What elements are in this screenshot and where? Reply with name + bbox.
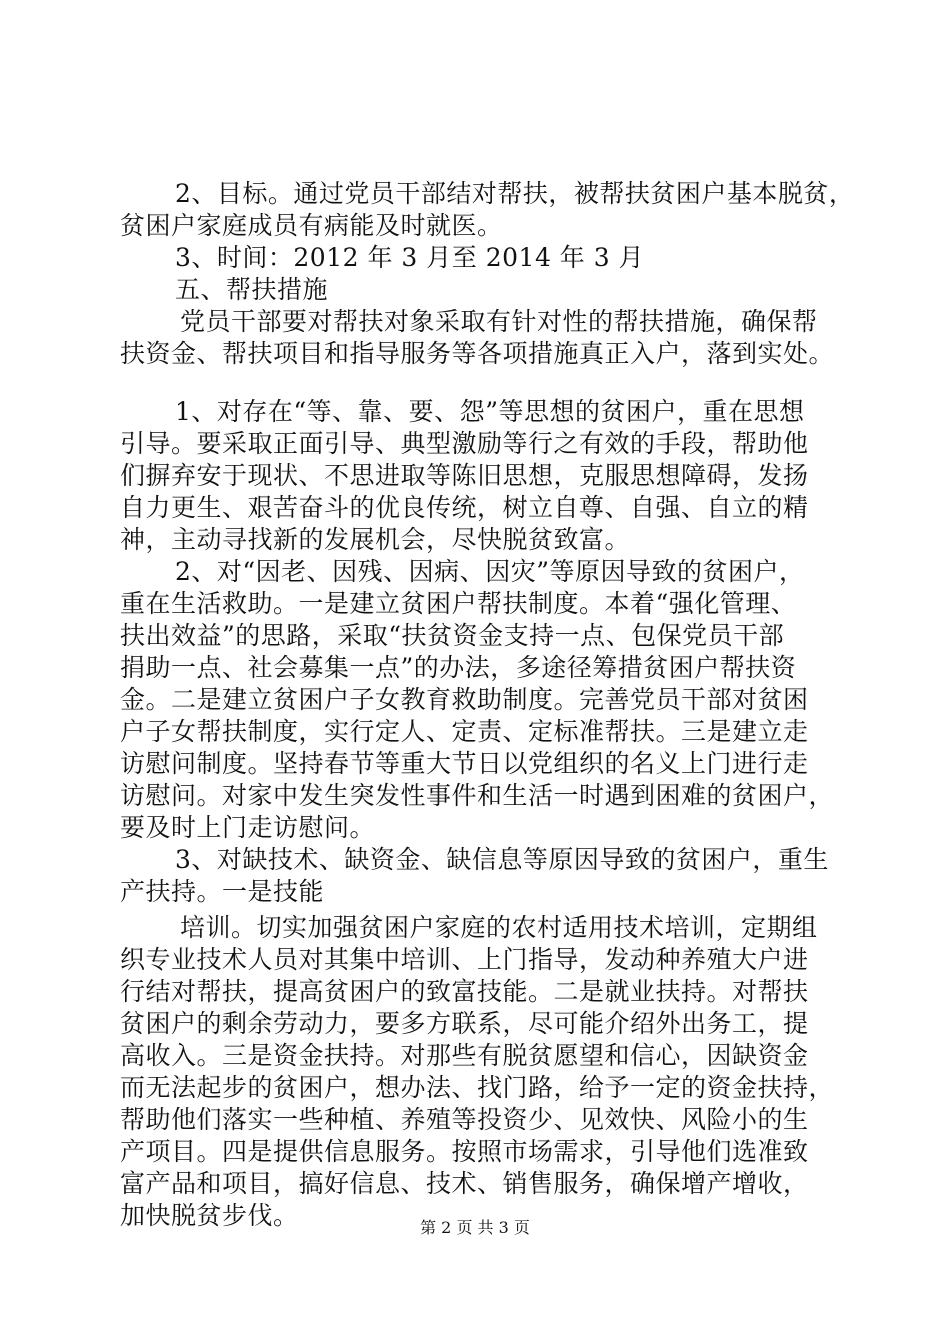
- text-line: 捐助一点、社会募集一点”的办法，多途径筹措贫困户帮扶资: [120, 653, 797, 682]
- text-line: 访慰问。对家中发生突发性事件和生活一时遇到困难的贫困户，: [120, 781, 835, 810]
- text-line: 产项目。四是提供信息服务。按照市场需求，引导他们选准致: [120, 1137, 809, 1166]
- text-line: 金。二是建立贫困户子女教育救助制度。完善党员干部对贫困: [120, 685, 809, 714]
- page-number-footer: 第 2 页 共 3 页: [420, 1218, 530, 1237]
- text-line: 贫困户家庭成员有病能及时就医。: [120, 211, 503, 240]
- text-line: 党员干部要对帮扶对象采取有针对性的帮扶措施，确保帮: [180, 307, 818, 336]
- text-line: 3、对缺技术、缺资金、缺信息等原因导致的贫困户，重生: [175, 845, 829, 874]
- text-line: 3、时间：2012 年 3 月至 2014 年 3 月: [175, 243, 645, 272]
- text-line: 而无法起步的贫困户，想办法、找门路，给予一定的资金扶持，: [120, 1073, 835, 1102]
- text-line: 自力更生、艰苦奋斗的优良传统，树立自尊、自强、自立的精: [120, 493, 809, 522]
- text-line: 产扶持。一是技能: [120, 877, 325, 906]
- text-line: 户子女帮扶制度，实行定人、定责、定标准帮扶。三是建立走: [120, 717, 809, 746]
- text-line: 要及时上门走访慰问。: [120, 813, 376, 842]
- text-line: 神，主动寻找新的发展机会，尽快脱贫致富。: [120, 525, 631, 554]
- text-line: 高收入。三是资金扶持。对那些有脱贫愿望和信心，因缺资金: [120, 1041, 809, 1070]
- text-line: 行结对帮扶，提高贫困户的致富技能。二是就业扶持。对帮扶: [120, 977, 809, 1006]
- text-line: 2、目标。通过党员干部结对帮扶，被帮扶贫困户基本脱贫，: [175, 179, 855, 208]
- text-line: 引导。要采取正面引导、典型激励等行之有效的手段，帮助他: [120, 429, 809, 458]
- text-line: 2、对“因老、因残、因病、因灾”等原因导致的贫困户，: [175, 557, 805, 586]
- text-line: 访慰问制度。坚持春节等重大节日以党组织的名义上门进行走: [120, 749, 809, 778]
- text-line: 贫困户的剩余劳动力，要多方联系，尽可能介绍外出务工，提: [120, 1009, 809, 1038]
- text-line: 培训。切实加强贫困户家庭的农村适用技术培训，定期组: [180, 913, 818, 942]
- text-line: 富产品和项目，搞好信息、技术、销售服务，确保增产增收，: [120, 1169, 809, 1198]
- text-line: 们摒弃安于现状、不思进取等陈旧思想，克服思想障碍，发扬: [120, 461, 809, 490]
- text-line: 帮助他们落实一些种植、养殖等投资少、见效快、风险小的生: [120, 1105, 809, 1134]
- text-line: 重在生活救助。一是建立贫困户帮扶制度。本着“强化管理、: [120, 589, 797, 618]
- text-line: 织专业技术人员对其集中培训、上门指导，发动种养殖大户进: [120, 945, 809, 974]
- section-heading: 五、帮扶措施: [175, 275, 329, 304]
- text-line: 扶资金、帮扶项目和指导服务等各项措施真正入户，落到实处。: [120, 339, 835, 368]
- text-line: 1、对存在“等、靠、要、怨”等思想的贫困户，重在思想: [175, 397, 805, 426]
- text-line: 扶出效益”的思路，采取“扶贫资金支持一点、包保党员干部: [120, 621, 785, 650]
- text-line: 加快脱贫步伐。: [120, 1201, 299, 1230]
